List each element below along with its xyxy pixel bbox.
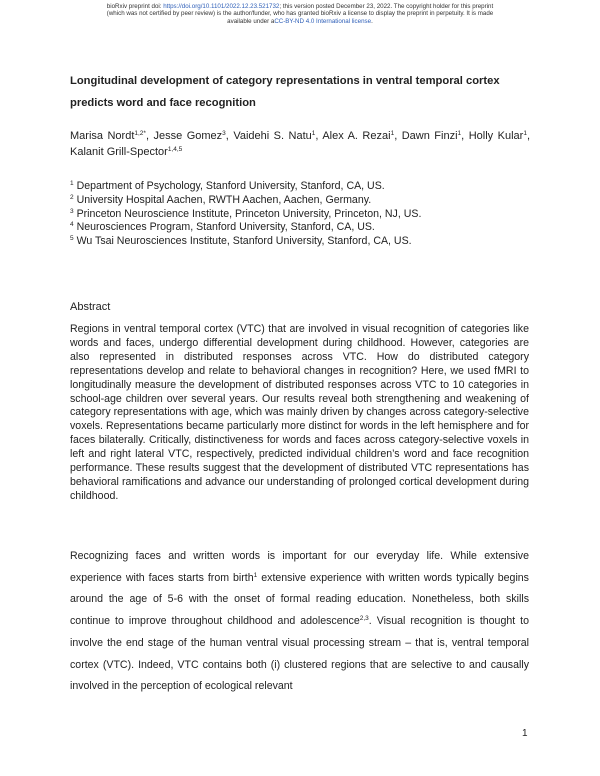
author-separator: , [461, 130, 469, 142]
author-name: Marisa Nordt [70, 130, 135, 142]
author-name: Holly Kular [468, 130, 524, 142]
affiliation-text: Neurosciences Program, Stanford University, Stanford, CA, US. [73, 221, 375, 234]
author-separator: , [394, 130, 402, 142]
affiliation-item [70, 194, 530, 208]
affiliation-number: 2 [70, 193, 74, 201]
author-affiliation-marker: 1 [523, 130, 527, 137]
affiliation-list [70, 180, 530, 249]
author-name: Alex A. Rezai [322, 130, 391, 142]
author-affiliation-marker: 1,4,5 [167, 145, 183, 153]
license-link[interactable]: CC-BY-ND 4.0 International license [274, 17, 372, 25]
abstract-text: Regions in ventral temporal cortex (VTC) that are involved in visual recognition of categories like words and faces, undergo differential development during childhood. However, categories are also represented in distributed responses across VTC. How do distributed category representations develop and relate to behavioral changes in recognition? Here, we used fMRI to longitudinally measure the development of distributed responses across VTC to 10 categories in school-age children over several years. Our results reveal both strengthening and weakening of category representations with age, which was mainly driven by changes across category-selective voxels. Representations became particularly more distinct for words in the left hemisphere and for faces bilaterally. Critically, distinctiveness for words and faces across category-selective voxels in left and right lateral VTC, respectively, predicted individual children’s word and face recognition performance. These results suggest that the development of distributed VTC representations has behavioral ramifications and advance our understanding of prolonged cortical development during childhood. [70, 323, 529, 502]
affiliation-item [70, 221, 530, 235]
author-separator: , [315, 130, 323, 142]
author-name: Dawn Finzi [401, 130, 458, 142]
affiliation-text: Department of Psychology, Stanford University, Stanford, CA, US. [73, 180, 385, 192]
header-line-2: (which was not certified by peer review) is the author/funder, who has granted bioRxiv a license to display the preprint in perpetuity. It is made [106, 10, 494, 18]
header-line-1: bioRxiv preprint doi: https://doi.org/10.1101/2022.12.23.521732; this version posted December 23, 2022. The copyright holder for this preprint [106, 3, 494, 10]
author-affiliation-marker: 1 [311, 130, 316, 137]
author-affiliation-marker: 1 [457, 130, 462, 137]
author-affiliation-marker: 1,2* [134, 130, 146, 137]
affiliation-item [70, 180, 530, 194]
affiliation-text: Princeton Neuroscience Institute, Princeton University, Princeton, NJ, US. [73, 207, 422, 220]
citation-2-3: 2,3 [359, 615, 369, 623]
author-affiliation-marker: 1 [390, 130, 395, 137]
affiliation-text: Wu Tsai Neurosciences Institute, Stanford University, Stanford, CA, US. [73, 235, 412, 248]
author-name: Vaidehi S. Natu [233, 130, 312, 142]
paper-title: Longitudinal development of category representations in ventral temporal cortex predicts word and face recognition [70, 75, 500, 109]
affiliation-text: University Hospital Aachen, RWTH Aachen, Aachen, Germany. [73, 193, 372, 206]
author-name: Jesse Gomez [153, 130, 223, 142]
affiliation-number: 5 [70, 235, 74, 243]
author-name: Kalanit Grill-Spector [70, 145, 168, 158]
introduction-paragraph: Recognizing faces and written words is important for our everyday life. While extensive experience with faces starts from birth$^1$ extensive experience with written words typically begins around the age of 5-6 with the onset of formal reading education. Nonetheless, both skills continue to improve throughout childhood and adolescence$^{2,3}$. Visual recognition is thought to involve the end stage of the human ventral visual processing stream – that is, ventral temporal cortex (VTC). Indeed, VTC contains both (i) clustered regions that are selective to and causally involved in the perception of ecological relevant [70, 550, 529, 693]
affiliation-item [70, 235, 530, 249]
doi-link[interactable]: https://doi.org/10.1101/2022.12.23.521732 [163, 3, 280, 10]
author-separator: , [526, 130, 530, 142]
header-line-3: available under aCC-BY-ND 4.0 International license. [227, 17, 373, 25]
affiliation-item [70, 208, 530, 222]
preprint-header [40, 3, 560, 25]
affiliation-number: 3 [70, 207, 74, 215]
author-separator: , [145, 130, 154, 142]
citation-1: 1 [253, 571, 258, 579]
author-list [70, 129, 530, 160]
affiliation-number: 1 [70, 180, 74, 187]
author-affiliation-marker: 3 [222, 130, 226, 137]
author-separator: , [225, 130, 234, 142]
affiliation-number: 4 [70, 221, 74, 229]
page-number: 1 [522, 728, 528, 739]
abstract-heading: Abstract [70, 301, 111, 313]
